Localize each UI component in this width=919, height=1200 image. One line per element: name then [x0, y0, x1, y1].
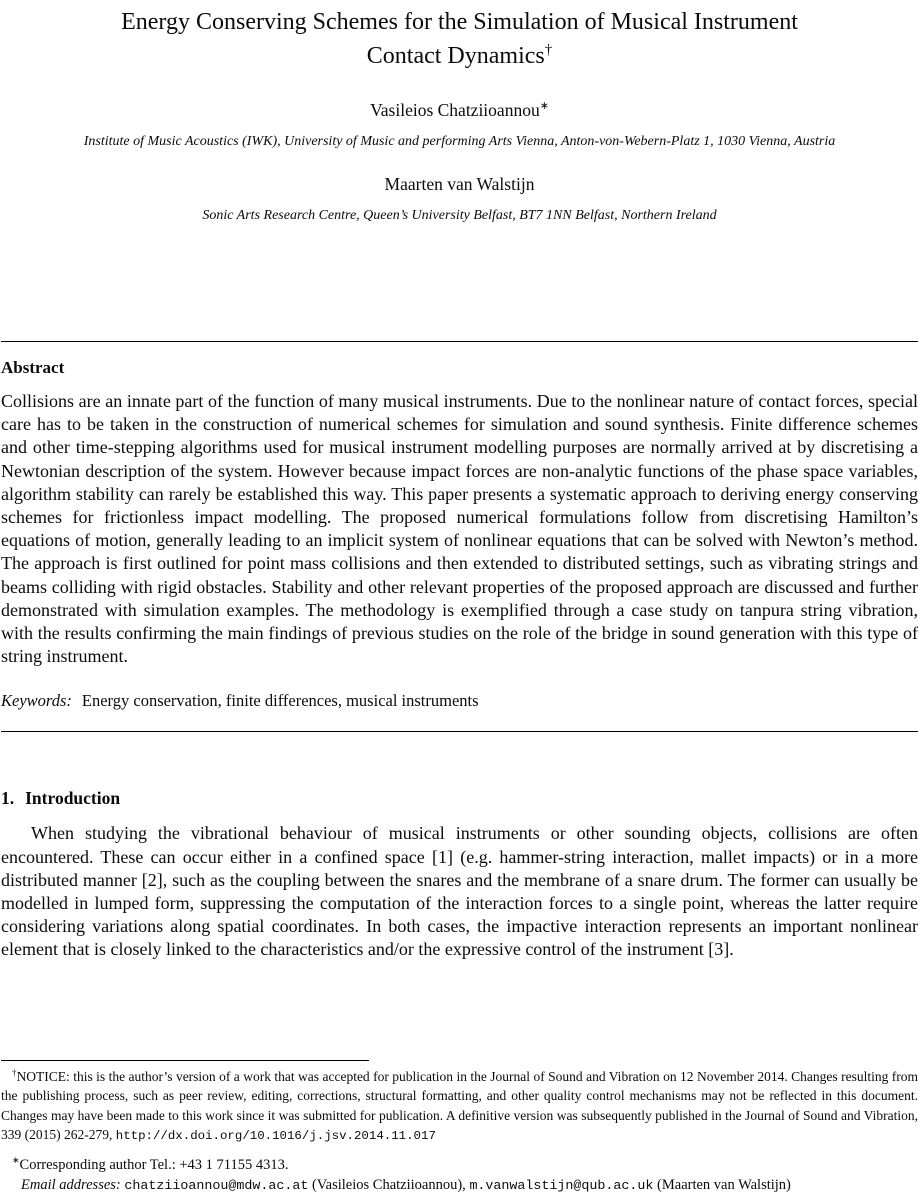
paper-title-line2: Contact Dynamics: [366, 43, 545, 69]
author-1-affiliation: Institute of Music Acoustics (IWK), University of Music and performing Arts Vienna, Anton-von-Webern-Platz 1, 1030 Vienna, Austria: [83, 134, 836, 149]
paper-title: [1, 0, 918, 73]
email-1-link[interactable]: chatziioannou@mdw.ac.at: [124, 1179, 309, 1194]
notice-dagger-mark: †: [12, 1067, 17, 1078]
author-1-name-text: Vasileios Chatziioannou: [370, 100, 540, 120]
doi-link[interactable]: http://dx.doi.org/10.1016/j.jsv.2014.11.017: [115, 1128, 436, 1143]
abstract-bottom-rule: [1, 731, 918, 732]
author-2-name-text: Maarten van Walstijn: [384, 174, 535, 194]
keywords-line: [1, 690, 918, 712]
section-1-heading: [1, 787, 918, 809]
corresponding-author-footnote: [1, 1156, 918, 1174]
section-1-number: 1.: [1, 788, 15, 809]
notice-text: NOTICE: this is the author’s version of a work that was accepted for publication in the Journal of Sound and Vibration on 12 November 2014. Changes resulting from the publishing process, such as peer review, editing, corrections, structural formatting, and other quality control mechanisms may not be reflected in this document. Changes may have been made to this work since it was submitted for publication. A definitive version was subsequently published in the Journal of Sound and Vibration, 339 (2015) 262-279,: [1, 1069, 919, 1142]
keywords-label: Keywords:: [1, 691, 72, 711]
title-dagger-mark: †: [544, 42, 553, 58]
email-addresses-label: Email addresses:: [21, 1177, 121, 1193]
section-1-paragraph: When studying the vibrational behaviour of musical instruments or other sounding objects, collisions are often encountered. These can occur either in a confined space [1] (e.g. hammer-string interaction, mallet impacts) or in a more distributed manner [2], such as the coupling between the snares and the membrane of a snare drum. The former can usually be modelled in lumped form, suppressing the computation of the interaction forces to a single point, whereas the latter require considering variations along spatial coordinates. In both cases, the impactive interaction represents an important nonlinear element that is closely linked to the characteristics and/or the expressive control of the instrument [3].: [1, 823, 918, 960]
paper-title-line1: Energy Conserving Schemes for the Simulation of Musical Instrument: [121, 9, 798, 35]
author-2-affiliation: Sonic Arts Research Centre, Queen’s University Belfast, BT7 1NN Belfast, Northern Ireland: [202, 208, 717, 223]
email-addresses-footnote: [1, 1176, 918, 1196]
footnote-separator-rule: [1, 1060, 369, 1061]
footnote-area: [1, 1060, 918, 1196]
abstract-body: Collisions are an innate part of the function of many musical instruments. Due to the nonlinear nature of contact forces, special care has to be taken in the construction of numerical schemes for simulation and sound synthesis. Finite difference schemes and other time-stepping algorithms used for musical instrument modelling purposes are normally arrived at by discretising a Newtonian description of the system. However because impact forces are non-analytic functions of the phase space variables, algorithm stability can rarely be established this way. This paper presents a systematic approach to deriving energy conserving schemes for frictionless impact modelling. The proposed numerical formulations follow from discretising Hamilton’s equations of motion, generally leading to an implicit system of nonlinear equations that can be solved with Newton’s method. The approach is first outlined for point mass collisions and then extended to distributed settings, such as vibrating strings and beams colliding with rigid obstacles. Stability and other relevant properties of the proposed approach are discussed and further demonstrated with simulation examples. The methodology is exemplified through a case study on tanpura string vibration, with the results confirming the main findings of previous studies on the role of the bridge in sound generation with this type of string instrument.: [1, 391, 918, 667]
author-1-corresponding-mark: ∗: [539, 100, 549, 113]
email-1-owner: (Vasileios Chatziioannou),: [311, 1177, 466, 1193]
abstract-heading: Abstract: [1, 358, 65, 377]
email-2-link[interactable]: m.vanwalstijn@qub.ac.uk: [469, 1179, 654, 1194]
author-1-name: [1, 99, 918, 121]
author-2-name: [1, 173, 918, 195]
keywords-text: Energy conservation, finite differences, musical instruments: [81, 691, 479, 711]
notice-footnote: [1, 1067, 918, 1146]
section-1-title: Introduction: [25, 788, 121, 809]
corresponding-text: Corresponding author Tel.: +43 1 71155 4313.: [19, 1157, 289, 1173]
abstract-top-rule: [1, 341, 918, 342]
corresponding-asterisk-mark: ∗: [12, 1155, 20, 1166]
email-2-owner: (Maarten van Walstijn): [657, 1177, 791, 1193]
